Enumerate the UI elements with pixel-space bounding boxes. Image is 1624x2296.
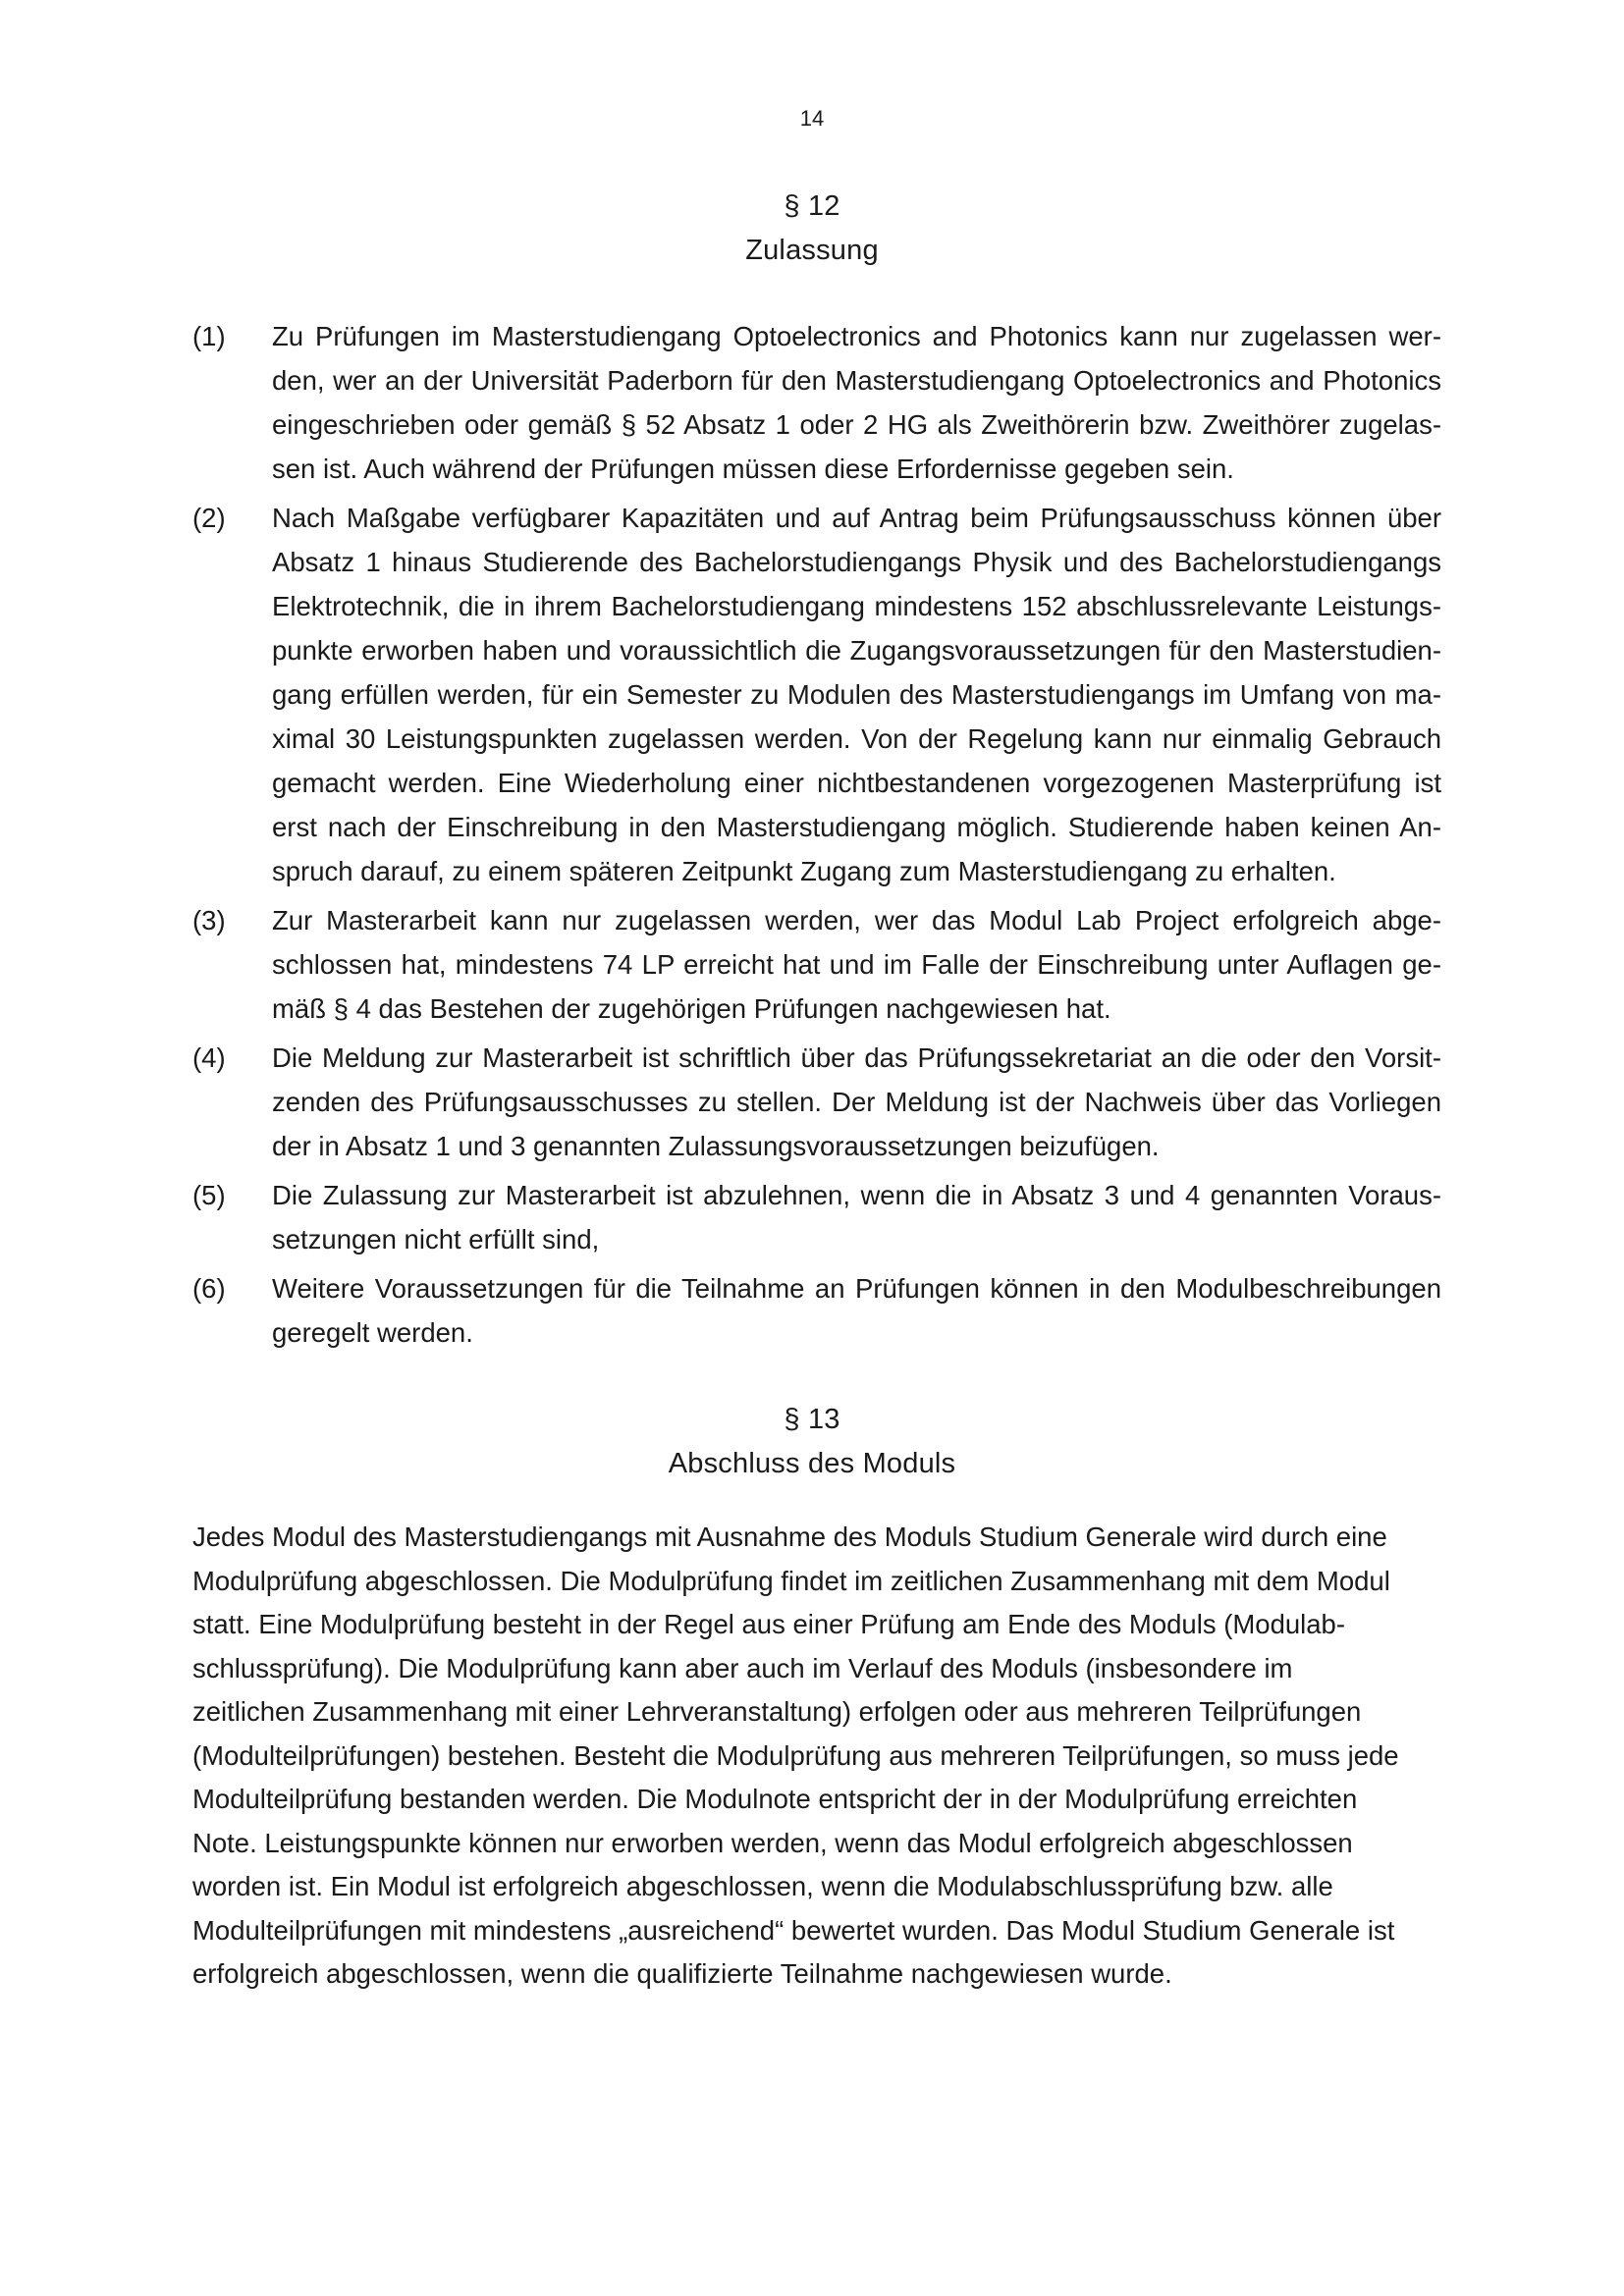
clause-5 (192, 1173, 1441, 1261)
clause-text: Die Zulassung zur Masterarbeit ist abzulehnen, wenn die in Absatz 3 und 4 genannten Voraussetzungen nicht erfüllt sind, (272, 1180, 1441, 1255)
clause-text: Zur Masterarbeit kann nur zugelassen werden, wer das Modul Lab Project erfolgreich abgeschlossen hat, mindestens 74 LP erreicht hat und im Falle der Einschreibung unter Auflagen gemäß § 4 das Bestehen der zugehörigen Prüfungen nachgewiesen hat. (272, 905, 1441, 1024)
page-number: 14 (799, 106, 825, 131)
clause-number: (3) (192, 905, 226, 935)
clause-3 (192, 898, 1441, 1031)
section-12-heading (0, 185, 1624, 273)
clause-number: (2) (192, 503, 226, 533)
section-12-title: Zulassung (745, 235, 879, 266)
section-13-symbol: § 13 (784, 1404, 840, 1435)
clause-text: Zu Prüfungen im Masterstudiengang Optoelectronics and Photonics kann nur zugelassen werden, wer an der Universität Paderborn für den Masterstudiengang Optoelectronics and Photonics eingeschrieben oder gemäß § 52 Absatz 1 oder 2 HG als Zweithörerin bzw. Zweithörer zugelassen ist. Auch während der Prüfungen müssen diese Erfordernisse gegeben sein. (272, 321, 1441, 484)
section-12-symbol: § 12 (784, 190, 840, 222)
section-13-paragraph: Jedes Modul des Masterstudiengangs mit Ausnahme des Moduls Studium Generale wird durch eine Modulprüfung abgeschlossen. Die Modulprüfung findet im zeitlichen Zusammenhang mit dem Modul statt. Eine Modulprüfung besteht in der Regel aus einer Prüfung am Ende des Moduls (Modulabschlussprüfung). Die Modulprüfung kann aber auch im Verlauf des Moduls (insbesondere im zeitlichen Zusammenhang mit einer Lehrveranstaltung) erfolgen oder aus mehreren Teilprüfungen (Modulteilprüfungen) bestehen. Besteht die Modulprüfung aus mehreren Teilprüfungen, so muss jede Modulteilprüfung bestanden werden. Die Modulnote entspricht der in der Modulprüfung erreichten Note. Leistungspunkte können nur erworben werden, wenn das Modul erfolgreich abgeschlossen worden ist. Ein Modul ist erfolgreich abgeschlossen, wenn die Modulabschlussprüfung bzw. alle Modulteilprüfungen mit mindestens „ausreichend“ bewertet wurden. Das Modul Studium Generale ist erfolgreich abgeschlossen, wenn die qualifizierte Teilnahme nachgewiesen wurde. (192, 1522, 1399, 1989)
section-13-title: Abschluss des Moduls (668, 1448, 956, 1479)
section-12-clauses (192, 314, 1441, 1360)
clause-text: Weitere Voraussetzungen für die Teilnahme an Prüfungen können in den Modulbeschreibungen geregelt werden. (272, 1273, 1441, 1348)
clause-4 (192, 1036, 1441, 1168)
section-13-heading (0, 1398, 1624, 1486)
clause-number: (5) (192, 1180, 226, 1210)
clause-number: (6) (192, 1273, 226, 1304)
clause-text: Die Meldung zur Masterarbeit ist schriftlich über das Prüfungssekretariat an die oder den Vorsitzenden des Prüfungsausschusses zu stellen. Der Meldung ist der Nachweis über das Vorliegen der in Absatz 1 und 3 genannten Zulassungsvoraussetzungen beizufügen. (272, 1042, 1441, 1161)
clause-6 (192, 1266, 1441, 1355)
clause-1 (192, 314, 1441, 491)
clause-number: (1) (192, 321, 226, 351)
clause-number: (4) (192, 1042, 226, 1073)
clause-2 (192, 496, 1441, 893)
clause-text: Nach Maßgabe verfügbarer Kapazitäten und auf Antrag beim Prüfungsausschuss können über Absatz 1 hinaus Studierende des Bachelorstudiengangs Physik und des Bachelorstudiengangs Elektrotechnik, die in ihrem Bachelorstudiengang mindestens 152 abschlussrelevante Leistungspunkte erworben haben und voraussichtlich die Zugangsvoraussetzungen für den Masterstudiengang erfüllen werden, für ein Semester zu Modulen des Masterstudiengangs im Umfang von maximal 30 Leistungspunkten zugelassen werden. Von der Regelung kann nur einmalig Gebrauch gemacht werden. Eine Wiederholung einer nichtbestandenen vorgezogenen Masterprüfung ist erst nach der Einschreibung in den Masterstudiengang möglich. Studierende haben keinen Anspruch darauf, zu einem späteren Zeitpunkt Zugang zum Masterstudiengang zu erhalten. (272, 503, 1441, 886)
